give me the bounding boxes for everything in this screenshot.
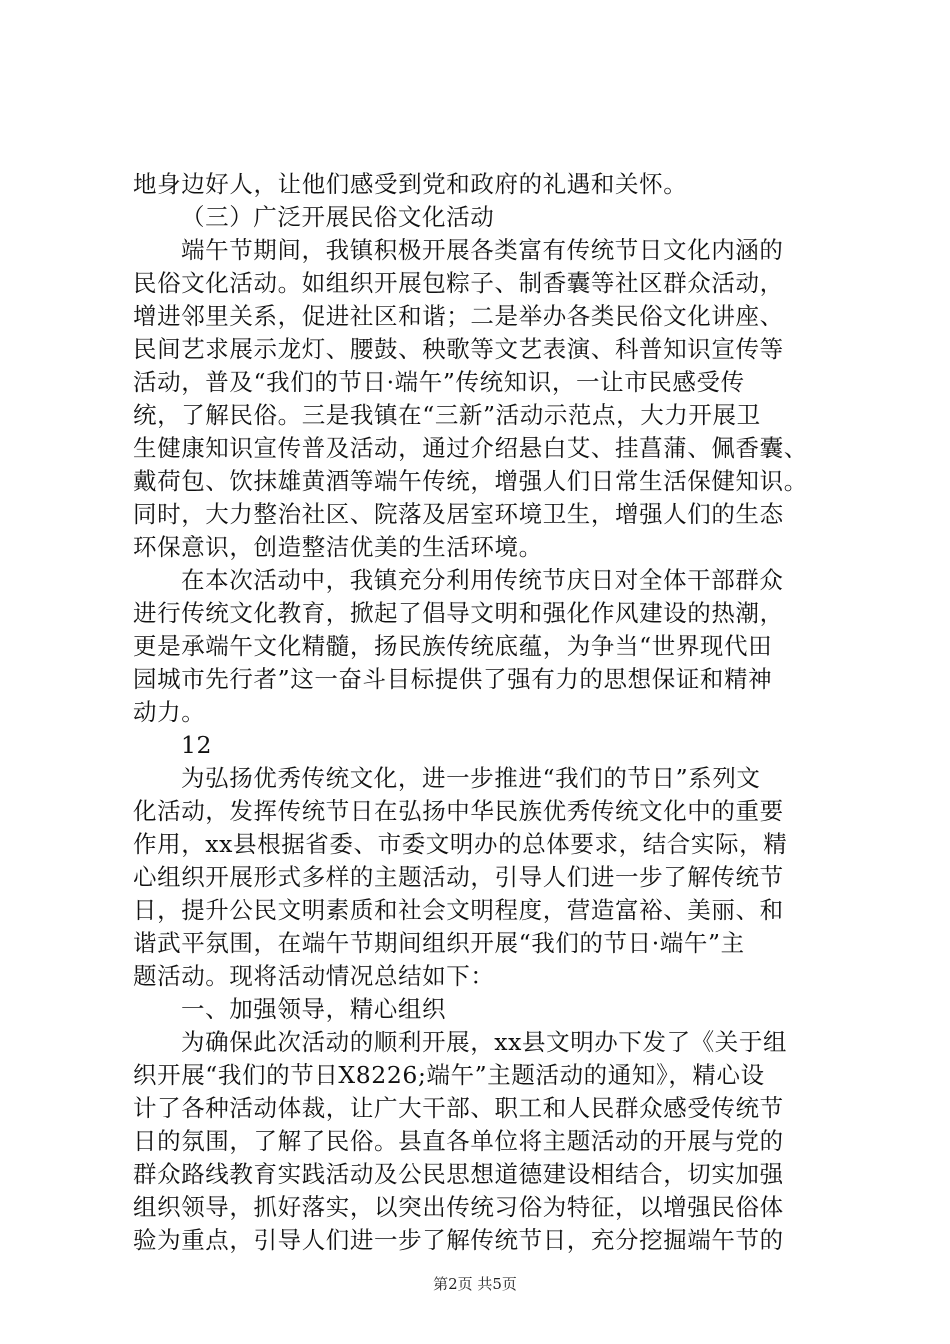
text-line: 民俗文化活动。如组织开展包粽子、制香囊等社区群众活动， (133, 269, 784, 297)
text-line: 园城市先行者”这一奋斗目标提供了强有力的思想保证和精神 (133, 665, 773, 693)
text-line: 日的氛围，了解了民俗。县直各单位将主题活动的开展与党的 (133, 1127, 784, 1155)
text-line: 织开展“我们的节日X8226;端午”主题活动的通知》，精心设 (133, 1061, 765, 1089)
text-line: 更是承端午文化精髓，扬民族传统底蕴，为争当“世界现代田 (133, 632, 773, 660)
text-line: 戴荷包、饮抹雄黄酒等端午传统，增强人们日常生活保健知识。 (133, 467, 808, 495)
paragraph-start: 为弘扬优秀传统文化，进一步推进“我们的节日”系列文 (181, 764, 761, 792)
text-line: 动力。 (133, 698, 206, 726)
text-line: 环保意识，创造整洁优美的生活环境。 (133, 533, 543, 561)
text-line: 群众路线教育实践活动及公民思想道德建设相结合，切实加强 (133, 1160, 784, 1188)
text-line: 民间艺求展示龙灯、腰鼓、秧歌等文艺表演、科普知识宣传等 (133, 335, 784, 363)
text-line: 题活动。现将活动情况总结如下： (133, 962, 495, 990)
text-line: 地身边好人，让他们感受到党和政府的礼遇和关怀。 (133, 170, 688, 198)
text-line: 生健康知识宣传普及活动，通过介绍悬白艾、挂菖蒲、佩香囊、 (133, 434, 808, 462)
text-line: 作用，xx县根据省委、市委文明办的总体要求，结合实际，精 (133, 830, 788, 858)
text-line: 心组织开展形式多样的主题活动，引导人们进一步了解传统节 (133, 863, 784, 891)
text-line: 同时，大力整治社区、院落及居室环境卫生，增强人们的生态 (133, 500, 784, 528)
paragraph-start: 端午节期间，我镇积极开展各类富有传统节日文化内涵的 (181, 236, 784, 264)
section-number: 12 (181, 731, 213, 759)
text-line: 统，了解民俗。三是我镇在“三新”活动示范点，大力开展卫 (133, 401, 761, 429)
text-line: 活动，普及“我们的节日·端午”传统知识，一让市民感受传 (133, 368, 745, 396)
paragraph-start: 在本次活动中，我镇充分利用传统节庆日对全体干部群众 (181, 566, 784, 594)
text-line: 进行传统文化教育，掀起了倡导文明和强化作风建设的热潮， (133, 599, 784, 627)
text-line: 验为重点，引导人们进一步了解传统节日，充分挖掘端午节的 (133, 1226, 784, 1254)
text-line: 谐武平氛围，在端午节期间组织开展“我们的节日·端午”主 (133, 929, 745, 957)
paragraph-start: 为确保此次活动的顺利开展，xx县文明办下发了《关于组 (181, 1028, 788, 1056)
text-line: 增进邻里关系，促进社区和谐；二是举办各类民俗文化讲座、 (133, 302, 784, 330)
text-line: 日，提升公民文明素质和社会文明程度，营造富裕、美丽、和 (133, 896, 784, 924)
page-footer: 第2页 共5页 (433, 1275, 517, 1293)
text-line: 组织领导，抓好落实，以突出传统习俗为特征，以增强民俗体 (133, 1193, 784, 1221)
section-heading: 一、加强领导，精心组织 (181, 995, 447, 1023)
text-line: 化活动，发挥传统节日在弘扬中华民族优秀传统文化中的重要 (133, 797, 784, 825)
text-line: 计了各种活动体裁，让广大干部、职工和人民群众感受传统节 (133, 1094, 784, 1122)
section-heading: （三）广泛开展民俗文化活动 (181, 203, 495, 231)
